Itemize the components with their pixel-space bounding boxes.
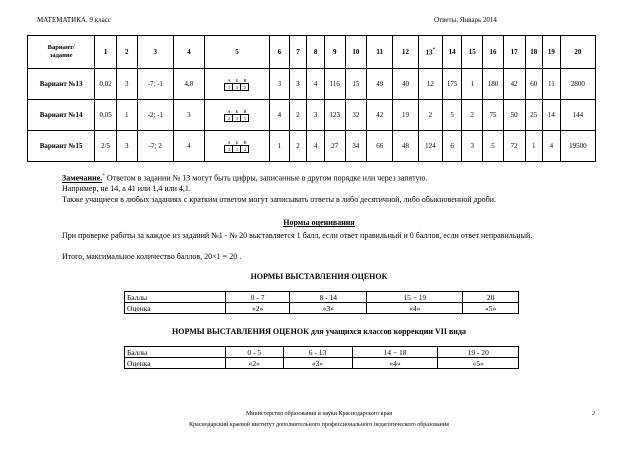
column-number: 6 [277, 48, 282, 56]
column-number: 14 [448, 48, 456, 56]
norms-paragraph: При проверке работы за каждое из заданий №1 - № 20 выставляется 1 балл, если ответ правильный и 0 баллов, если ответ неправильный. [62, 231, 533, 240]
answer-cell: 2 [289, 131, 307, 162]
column-header [442, 36, 462, 69]
match-digit: 3 [225, 146, 233, 153]
grades-grade-row [125, 358, 519, 369]
variant-row [28, 100, 596, 131]
column-header [137, 36, 173, 69]
match-letter: Б [233, 139, 241, 146]
answer-cell: 3 [289, 69, 307, 100]
answers-table [27, 35, 596, 162]
answer-cell: 66 [367, 131, 393, 162]
column-header [418, 36, 442, 69]
answer-cell: 0,02 [95, 69, 117, 100]
column-header [204, 36, 269, 69]
answer-cell: 3 [270, 69, 290, 100]
column-header [560, 36, 595, 69]
match-letter: В [241, 77, 249, 84]
points-cell: 20 [463, 292, 519, 303]
match-answer-cell [204, 131, 269, 162]
column-number: 13 [425, 48, 433, 57]
answer-cell: 32 [345, 100, 367, 131]
answer-cell: 49 [367, 69, 393, 100]
match-digit: 2 [241, 84, 249, 91]
answer-cell: 124 [418, 131, 442, 162]
grade-cell: «4» [367, 303, 463, 314]
grade-label: Оценка [125, 358, 226, 369]
answer-cell: -7; -1 [137, 69, 173, 100]
grade-cell: «5» [463, 303, 519, 314]
variant-row [28, 69, 596, 100]
match-digit: 2 [241, 146, 249, 153]
answer-cell: 123 [324, 100, 345, 131]
column-number: 2 [125, 48, 129, 56]
answer-cell: 1 [116, 100, 137, 131]
column-header [393, 36, 419, 69]
column-number: 11 [376, 48, 383, 56]
note-line2: Также учащиеся в любых заданиях с кратким ответом могут записывать ответы в либо десятичной, либо обыкновенной дроби. [62, 195, 497, 204]
points-cell: 19 - 20 [438, 347, 519, 358]
column-header [307, 36, 325, 69]
answer-cell: -7; 2 [137, 131, 173, 162]
match-digit: 2 [225, 115, 233, 122]
column-header [173, 36, 204, 69]
column-header [543, 36, 561, 69]
answer-cell: 72 [503, 131, 525, 162]
note-label: Замечание. [62, 173, 103, 183]
answer-cell: 5 [442, 100, 462, 131]
footer-institute: Краснодарский краевой институт дополнительного профессионального педагогического образования [189, 422, 449, 428]
points-cell: 14 − 18 [352, 347, 438, 358]
column-number: 12 [402, 48, 410, 56]
corner-line2: задание [49, 52, 73, 59]
column-number: 7 [296, 48, 300, 56]
column-header [270, 36, 290, 69]
answer-cell: 175 [442, 69, 462, 100]
norms-title: Нормы оценивания [283, 218, 355, 227]
header-subject: МАТЕМАТИКА. 9 класс [37, 16, 111, 24]
grades-correction-title: НОРМЫ ВЫСТАВЛЕНИЯ ОЦЕНОК для учащихся классов коррекции VII вида [172, 327, 466, 336]
answer-cell: 3 [116, 69, 137, 100]
column-header [289, 36, 307, 69]
column-number: 15 [468, 48, 476, 56]
answer-cell: 25 [525, 100, 543, 131]
answer-cell: 14 [543, 100, 561, 131]
column-number: 17 [510, 48, 518, 56]
corner-line1: Вариант/ [47, 44, 75, 51]
column-header [345, 36, 367, 69]
footer-ministry: Министерство образования и науки Краснодарского края [245, 411, 393, 417]
norms-total: Итого, максимальное количество баллов, 20×1 = 20 . [62, 252, 242, 261]
match-letter: Б [233, 108, 241, 115]
column-header [525, 36, 543, 69]
grades-points-row [125, 347, 519, 358]
column-number: 20 [574, 48, 582, 56]
answers-header-row [28, 36, 596, 69]
match-letter: Б [233, 77, 241, 84]
answer-cell: 3 [462, 131, 483, 162]
note-line1 [62, 171, 594, 184]
column-number: 5 [235, 48, 239, 56]
answer-cell: -2; -1 [137, 100, 173, 131]
points-cell: 0 - 7 [226, 292, 290, 303]
note-star: * [102, 174, 105, 179]
points-cell: 6 - 13 [283, 347, 352, 358]
points-cell: 8 - 14 [290, 292, 367, 303]
points-cell: 15 − 19 [367, 292, 463, 303]
answer-cell: 2 [418, 100, 442, 131]
column-number: 18 [530, 48, 538, 56]
grades-table [124, 291, 519, 314]
note-text1: Ответом в задании № 13 могут быть цифры, записанные в другом порядке или через запятую. [104, 173, 428, 183]
header-date: Ответы, Январь 2014 [434, 16, 497, 24]
points-label: Баллы [125, 347, 226, 358]
match-answer-cell [204, 69, 269, 100]
match-letter: А [225, 77, 233, 84]
answer-cell: 4 [173, 131, 204, 162]
answer-cell: 1 [270, 131, 290, 162]
grade-label: Оценка [125, 303, 226, 314]
column-star: * [432, 47, 436, 53]
answer-cell: 50 [503, 100, 525, 131]
column-number: 10 [352, 48, 360, 56]
match-letter: А [225, 139, 233, 146]
variant-row [28, 131, 596, 162]
page-number: 2 [592, 411, 595, 417]
answer-cell: 2/5 [95, 131, 117, 162]
corner-cell [28, 36, 95, 69]
answer-cell: 0,05 [95, 100, 117, 131]
answer-cell: 3 [173, 100, 204, 131]
variant-name: Вариант №13 [28, 69, 95, 100]
note-example: Например, не 14, а 41 или 1,4 или 4,1. [62, 184, 191, 193]
answer-cell: 3 [116, 131, 137, 162]
column-header [95, 36, 117, 69]
answer-cell: 42 [367, 100, 393, 131]
answer-cell: 27 [324, 131, 345, 162]
grades-correction-table [124, 346, 519, 369]
answer-cell: 5 [483, 131, 504, 162]
answer-cell: 42 [503, 69, 525, 100]
match-letter: А [225, 108, 233, 115]
answer-cell: 2 [289, 100, 307, 131]
answer-cell: 75 [483, 100, 504, 131]
column-header [324, 36, 345, 69]
answer-cell: 60 [525, 69, 543, 100]
grade-cell: «2» [226, 358, 284, 369]
column-number: 1 [103, 48, 108, 56]
column-number: 9 [332, 48, 337, 56]
match-answer-grid [224, 108, 249, 122]
answer-cell: 6 [442, 131, 462, 162]
column-number: 16 [489, 48, 497, 56]
grade-cell: «2» [226, 303, 290, 314]
answer-cell: 2 [462, 100, 483, 131]
column-header [462, 36, 483, 69]
column-number: 19 [547, 48, 555, 56]
answer-cell: 15 [345, 69, 367, 100]
match-digit: 1 [225, 84, 233, 91]
answer-cell: 1 [525, 131, 543, 162]
column-number: 3 [153, 48, 157, 56]
match-letter: В [241, 108, 249, 115]
column-header [116, 36, 137, 69]
match-digit: 3 [233, 115, 241, 122]
match-answer-grid [224, 77, 249, 91]
match-letter: В [241, 139, 249, 146]
column-number: 4 [187, 48, 191, 56]
answer-cell: 1 [462, 69, 483, 100]
match-answer-grid [224, 139, 249, 153]
grades-title: НОРМЫ ВЫСТАВЛЕНИЯ ОЦЕНОК [250, 272, 388, 281]
answer-cell: 19500 [560, 131, 595, 162]
grade-cell: «3» [290, 303, 367, 314]
column-header [503, 36, 525, 69]
column-number: 8 [313, 48, 318, 56]
match-digit: 3 [233, 84, 241, 91]
answer-cell: 4 [543, 131, 561, 162]
answer-cell: 180 [483, 69, 504, 100]
grade-cell: «4» [352, 358, 438, 369]
answer-cell: 48 [393, 131, 419, 162]
answer-cell: 19 [393, 100, 419, 131]
answer-cell: 4,8 [173, 69, 204, 100]
column-header [367, 36, 393, 69]
variant-name: Вариант №15 [28, 131, 95, 162]
points-label: Баллы [125, 292, 226, 303]
answer-cell: 144 [560, 100, 595, 131]
answer-cell: 2800 [560, 69, 595, 100]
match-digit: 1 [241, 115, 249, 122]
variant-name: Вариант №14 [28, 100, 95, 131]
grades-grade-row [125, 303, 519, 314]
match-digit: 1 [233, 146, 241, 153]
answer-cell: 12 [418, 69, 442, 100]
answer-cell: 4 [307, 131, 325, 162]
answer-cell: 4 [307, 69, 325, 100]
answer-cell: 4 [270, 100, 290, 131]
match-answer-cell [204, 100, 269, 131]
answer-cell: 40 [393, 69, 419, 100]
answer-cell: 11 [543, 69, 561, 100]
grade-cell: «5» [438, 358, 519, 369]
answer-cell: 116 [324, 69, 345, 100]
grades-points-row [125, 292, 519, 303]
grade-cell: «3» [283, 358, 352, 369]
answer-cell: 3 [307, 100, 325, 131]
answer-cell: 34 [345, 131, 367, 162]
column-header [483, 36, 504, 69]
points-cell: 0 - 5 [226, 347, 284, 358]
